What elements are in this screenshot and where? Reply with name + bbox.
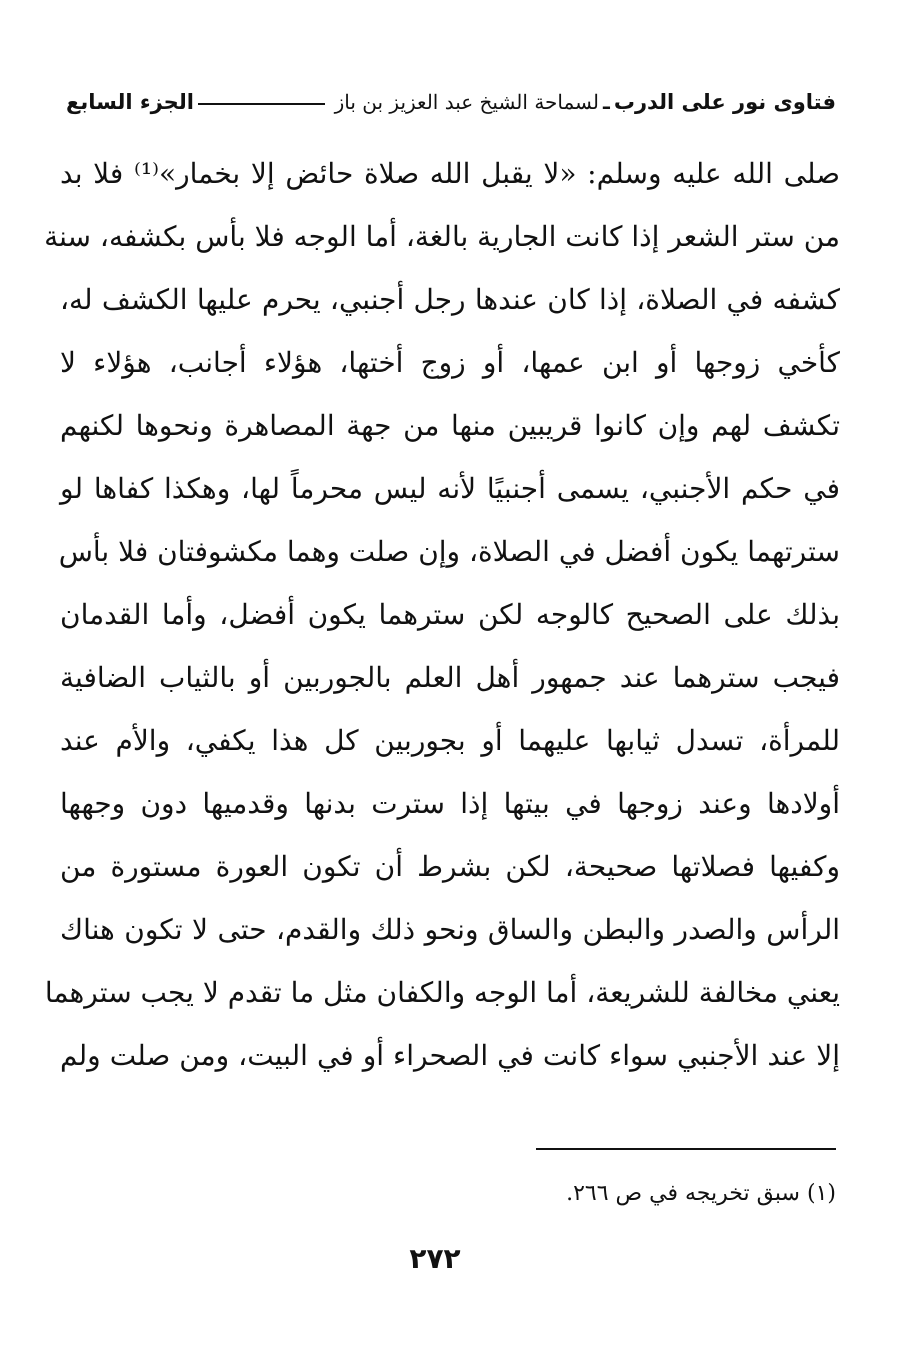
text-line: في حكم الأجنبي، يسمى أجنبيًا لأنه ليس محرماً لها، وهكذا كفاها لو [60, 472, 840, 505]
text-line: سترتهما يكون أفضل في الصلاة، وإن صلت وهما مكشوفتان فلا بأس [58, 535, 840, 568]
text-line: صلى الله عليه وسلم: «لا يقبل الله صلاة حائض إلا بخمار»⁽¹⁾ فلا بد [60, 157, 840, 190]
footnote: (١) سبق تخريجه في ص ٢٦٦. [566, 1181, 836, 1206]
text-line: كشفه في الصلاة، إذا كان عندها رجل أجنبي، يحرم عليها الكشف له، [60, 283, 840, 316]
body-text [44, 142, 840, 1087]
header-dash: ـ [603, 90, 610, 114]
text-line: يعني مخالفة للشريعة، أما الوجه والكفان مثل ما تقدم لا يجب سترهما [44, 976, 840, 1009]
footnote-separator [536, 1148, 836, 1150]
text-line: فيجب سترهما عند جمهور أهل العلم بالجوربين أو بالثياب الضافية [60, 661, 840, 694]
text-line: تكشف لهم وإن كانوا قريبين منها من جهة المصاهرة ونحوها لكنهم [60, 409, 840, 442]
text-line: وكفيها فصلاتها صحيحة، لكن بشرط أن تكون العورة مستورة من [60, 850, 840, 883]
header-rule [198, 103, 325, 105]
volume-label: الجزء السابع [66, 90, 194, 114]
text-line: إلا عند الأجنبي سواء كانت في الصحراء أو في البيت، ومن صلت ولم [60, 1039, 840, 1072]
text-line: الرأس والصدر والبطن والساق ونحو ذلك والقدم، حتى لا تكون هناك [60, 913, 840, 946]
book-title: فتاوى نور على الدرب [613, 90, 836, 114]
author-credit: لسماحة الشيخ عبد العزيز بن باز [334, 90, 599, 114]
page-number: ٢٧٢ [409, 1242, 461, 1275]
running-header [66, 82, 836, 122]
text-line: كأخي زوجها أو ابن عمها، أو زوج أختها، هؤلاء أجانب، هؤلاء لا [60, 346, 840, 379]
text-line: بذلك على الصحيح كالوجه لكن سترهما يكون أفضل، وأما القدمان [60, 598, 840, 631]
text-line: للمرأة، تسدل ثيابها عليهما أو بجوربين كل هذا يكفي، والأم عند [60, 724, 840, 757]
text-line: أولادها وعند زوجها في بيتها إذا سترت بدنها وقدميها دون وجهها [60, 787, 840, 820]
text-line: من ستر الشعر إذا كانت الجارية بالغة، أما الوجه فلا بأس بكشفه، سنة [44, 220, 840, 253]
